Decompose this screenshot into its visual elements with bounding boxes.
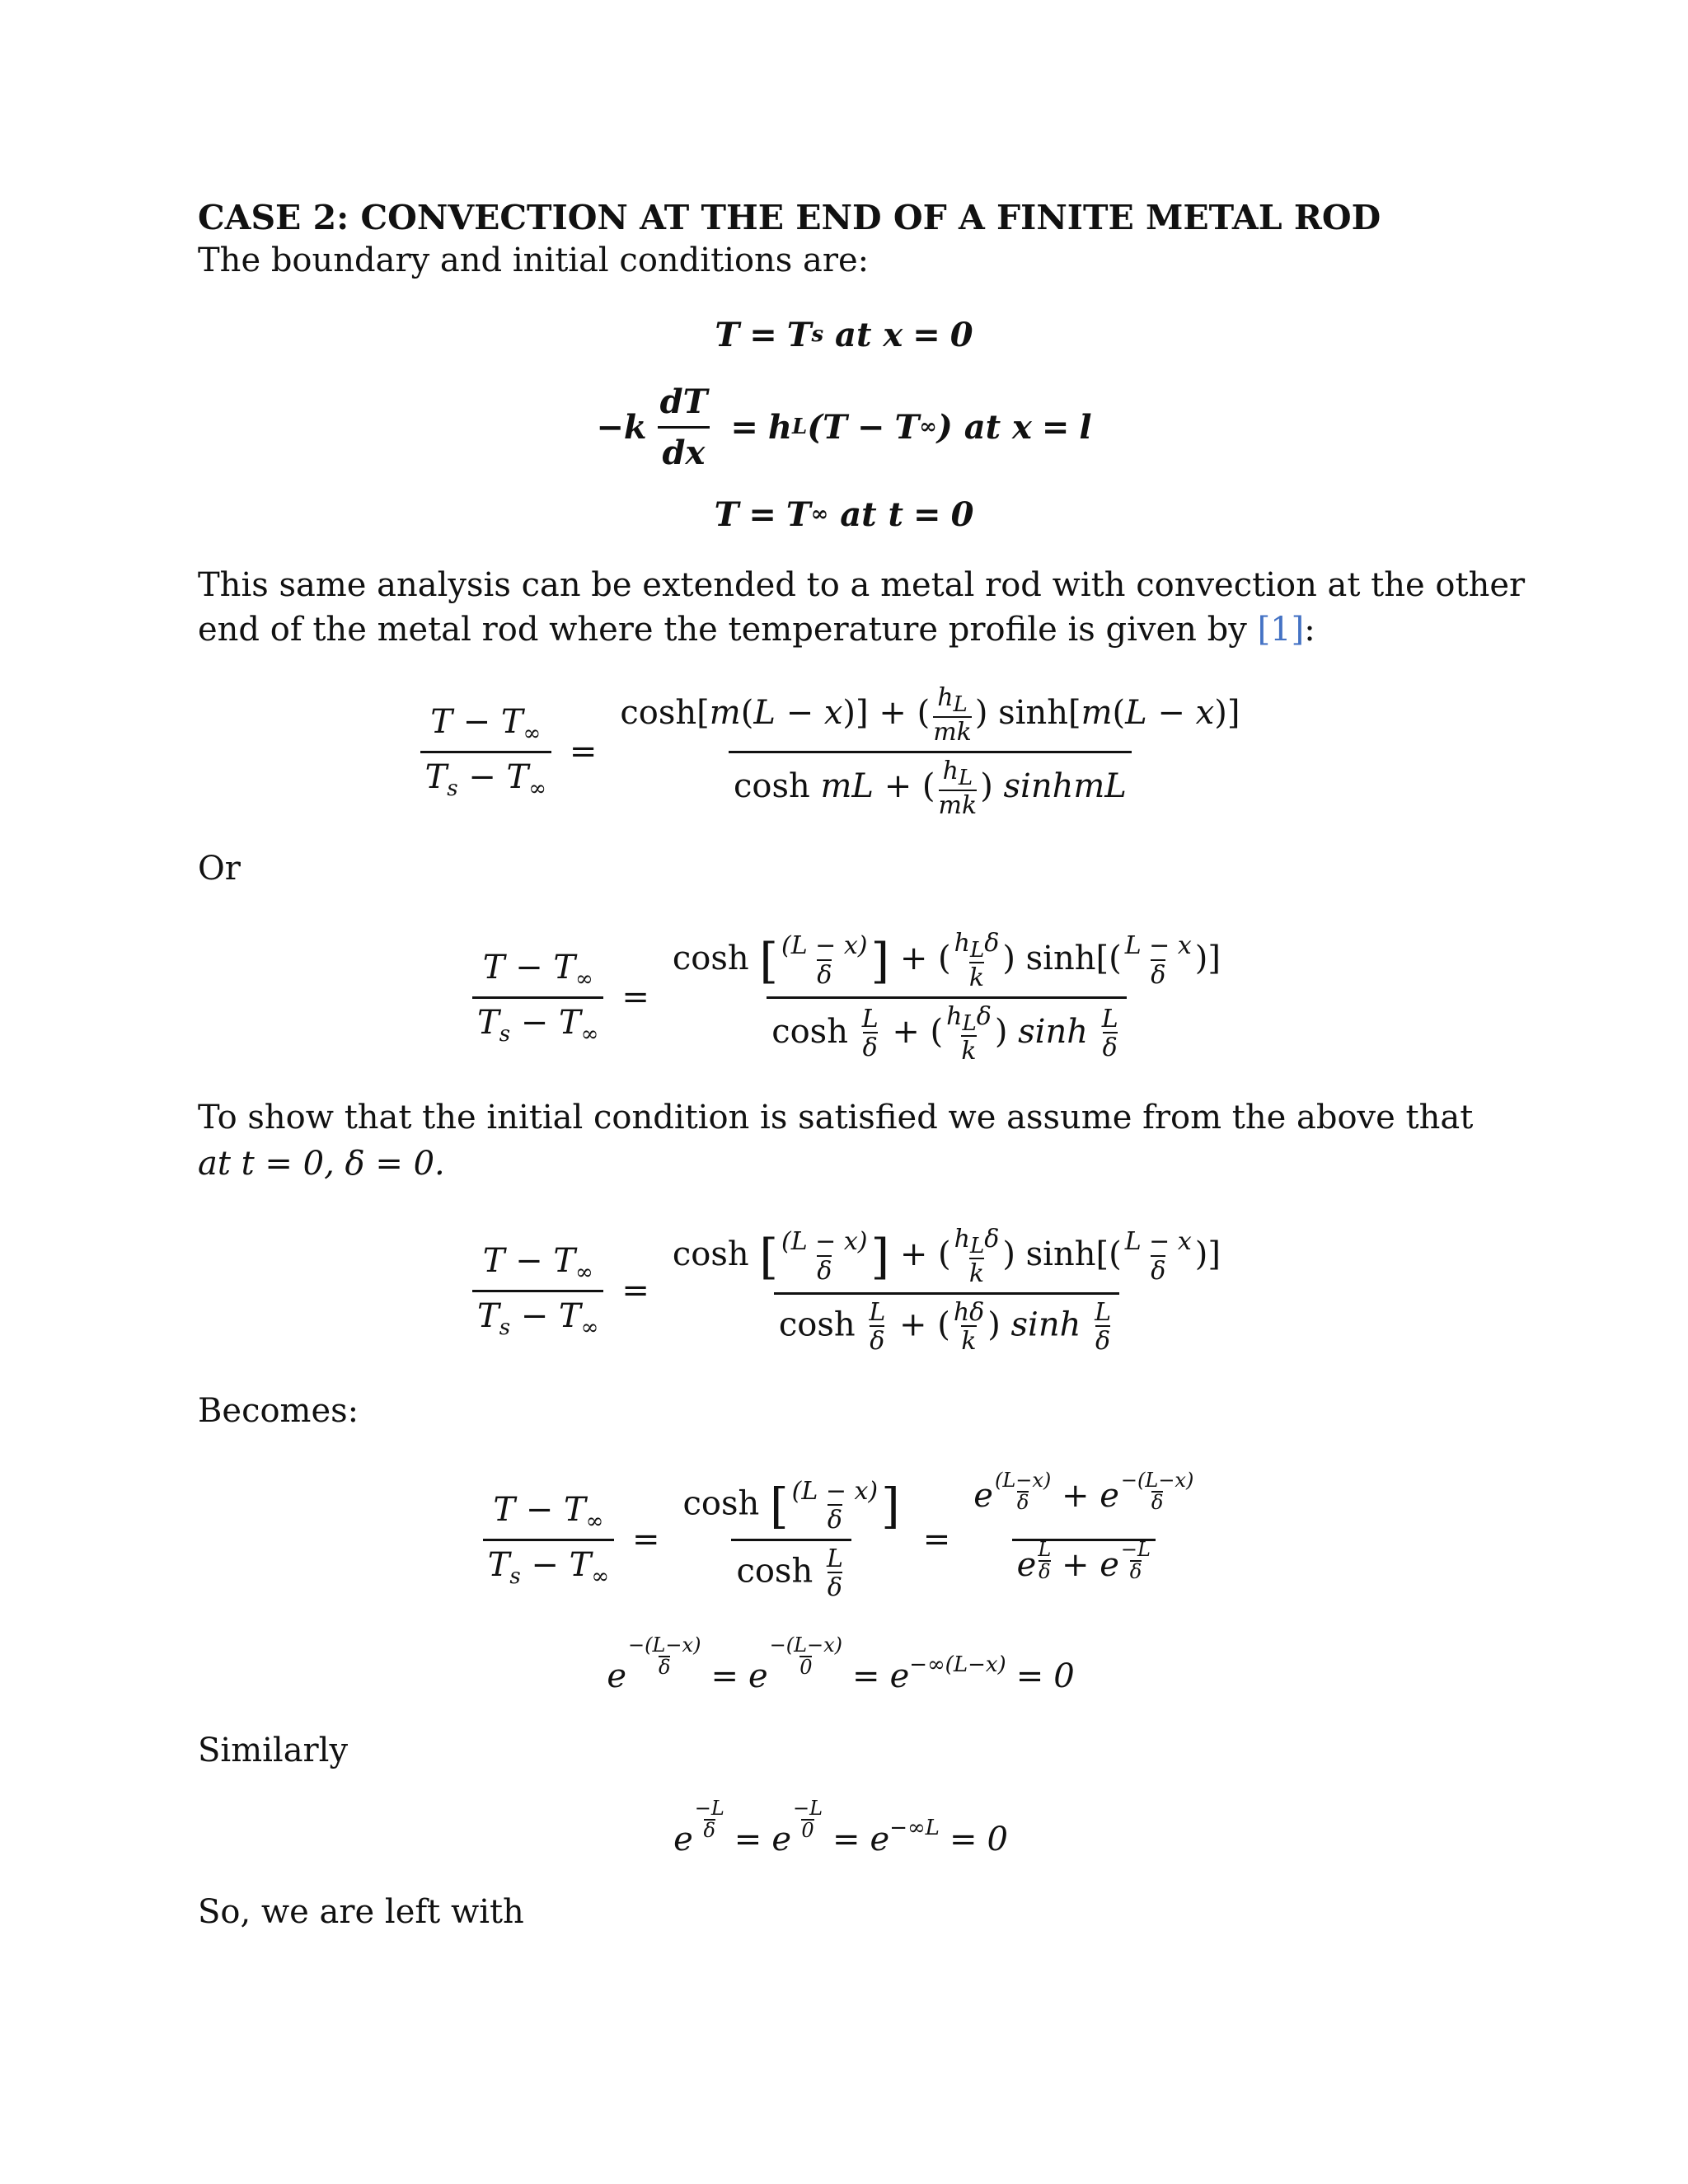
boundary-condition-2: −k $\frac{dT}{dx}$ = h L (T − T ∞ ) at x = l [596, 382, 1092, 472]
initial-condition-equation: $\frac{T - T_\infty}{T_s - T_\infty}$ = cosh [ $\frac{(L - x)}{\delta}$ ] + ( $h_L\delta$ k ) sinh[( $\frac{L - x}{\delta}$ )] cosh $\frac{L}{\delta}$ + ( $\frac{h\delta}{k}$ ) sinh $\frac{L}{\delta}$ [495, 1216, 1203, 1365]
closing-text: So, we are left with [198, 1893, 524, 1931]
citation-link[interactable]: [1] [1257, 611, 1305, 649]
section-heading: CASE 2: CONVECTION AT THE END OF A FINITE METAL ROD [198, 198, 1381, 237]
limit-exponential-equation: $\frac{T - T_\infty}{T_s - T_\infty}$ = cosh [ $\frac{(L - x)}{\delta}$ ] cosh $\frac{L}{\delta}$ = e $\frac{(L-x)}{\delta}$ + e $\frac{-(L-x)}{\delta}$ e $\frac{L}{\delta}$ + e $\frac{-L}{\delta}$ [511, 1465, 1170, 1614]
intro-text: The boundary and initial conditions are: [198, 241, 870, 279]
exponential-limit-l-equation: e $\frac{-L}{\delta}$ = e $\frac{-L}{0}$ = e −∞L = 0 [673, 1796, 1008, 1858]
boundary-condition-1: T = T s at x = 0 [715, 315, 973, 354]
exponential-limit-x-equation: e $\frac{-(L-x)}{\delta}$ = e $\frac{-(L-x)}{0}$ = e −∞(L−x) = 0 [607, 1633, 1075, 1695]
paragraph-2-line-2: at t = 0, δ = 0. [198, 1145, 445, 1183]
initial-condition: T = T ∞ at t = 0 [714, 494, 974, 534]
paragraph-1-line-2 [198, 607, 1315, 653]
paragraph-1-line-1: This same analysis can be extended to a metal rod with convection at the other [198, 566, 1526, 604]
paragraph-1-text: end of the metal rod where the temperature profile is given by [198, 611, 1258, 649]
becomes-label: Becomes: [198, 1392, 359, 1430]
paragraph-2-line-1: To show that the initial condition is satisfied we assume from the above that [198, 1099, 1474, 1137]
temperature-profile-delta-equation: $\frac{T - T_\infty}{T_s - T_\infty}$ = cosh [ $\frac{(L - x)}{\delta}$ ] + ( $h_L\delta$ k ) sinh[( $\frac{L - x}{\delta}$ )] cosh $\frac{L}{\delta}$ + ( $h_L\delta$ k ) sinh $\frac{L}{\delta}$ [495, 923, 1203, 1071]
temperature-profile-equation: $\frac{T - T_\infty}{T_s - T_\infty}$ = cosh[m(L − x)] + ( $\frac{h_L}{mk}$ ) sinh[m(L − x)] cosh mL + ( $\frac{h_L}{mk}$ ) sinhmL [462, 686, 1203, 818]
paragraph-1-colon: : [1304, 611, 1315, 649]
or-label: Or [198, 850, 241, 888]
similarly-label: Similarly [198, 1732, 349, 1769]
